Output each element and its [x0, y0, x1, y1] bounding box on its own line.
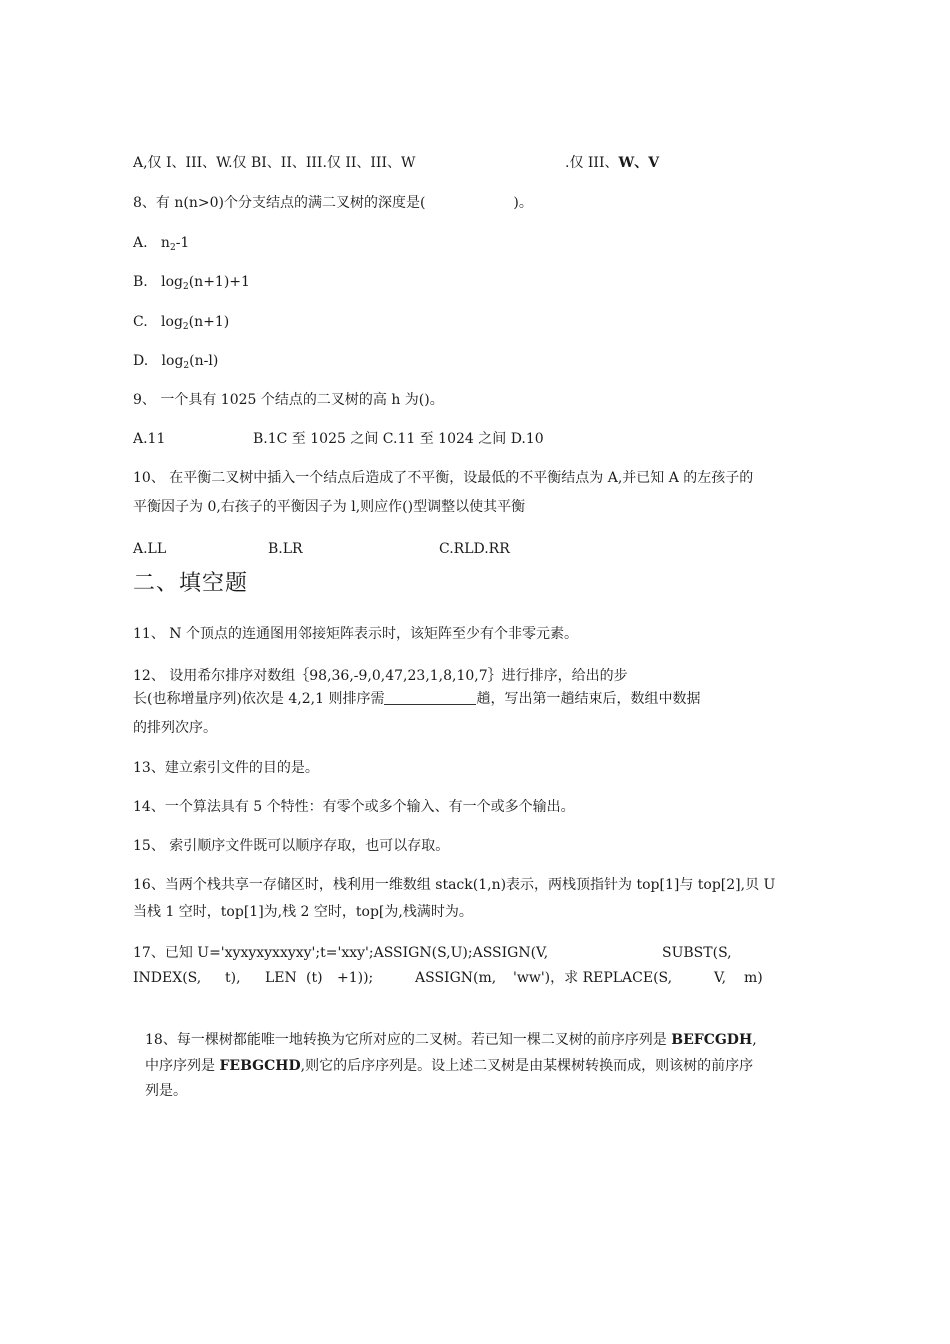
q9-options-rest: B.1C 至 1025 之间 C.11 至 1024 之间 D.10: [253, 431, 544, 447]
q7-options-line: [133, 153, 415, 173]
q17-line-2i: m): [744, 970, 763, 986]
q8-option-c: C. $\log_2(n+1)$: [133, 314, 230, 332]
q17-line-2d: (t): [306, 970, 323, 986]
q9-stem: 9、 一个具有 1025 个结点的二叉树的高 h 为()。: [133, 392, 444, 408]
inorder-sequence: FEBGCHD: [219, 1058, 301, 1074]
q17-line-2b: t),: [225, 970, 241, 986]
q7-options-abc: A,仅 I、III、W.仅 BI、II、III.仅 II、III、W: [133, 155, 416, 171]
q17-line-1a: 17、已知 U='xyxyxyxxyxy';t='xxy';ASSIGN(S,U);ASSIGN(V,: [133, 945, 549, 961]
q10-line-2: 平衡因子为 0,右孩子的平衡因子为 l,则应作()型调整以使其平衡: [133, 499, 526, 515]
q11-text: 11、 N 个顶点的连通图用邻接矩阵表示时，该矩阵至少有个非零元素。: [133, 626, 578, 642]
preorder-sequence: BEFCGDH: [671, 1032, 753, 1048]
q8-option-d: D. $\log_2(n-l)$: [133, 353, 219, 371]
q17-line-2c: LEN: [265, 970, 297, 986]
q8-option-a: A. $n_2-1$: [133, 235, 190, 253]
q9-option-a: A.11: [133, 431, 166, 447]
q8-option-b: B. $\log_2(n+1)+1$: [133, 274, 250, 292]
q12-line-2: 长(也称增量序列)依次是 4,2,1 则排序需 趟，写出第一趟结束后，数组中数据: [133, 691, 701, 707]
q17-line-2f: ASSIGN(m,: [415, 970, 497, 986]
q17-line-2g: 'ww')，求 REPLACE(S,: [513, 970, 673, 986]
q17-line-2h: V,: [714, 970, 727, 986]
q10-line-1: 10、 在平衡二叉树中插入一个结点后造成了不平衡，设最低的不平衡结点为 A,并已知 A 的左孩子的: [133, 470, 754, 486]
q17-line-1b: SUBST(S,: [662, 945, 732, 961]
q12-line-1: 12、 设用希尔排序对数组｛98,36,-9,0,47,23,1,8,10,7｝进行排序，给出的步: [133, 668, 628, 684]
q10-options-cd: C.RLD.RR: [439, 541, 510, 557]
q15-text: 15、 索引顺序文件既可以顺序存取，也可以存取。: [133, 838, 450, 854]
q18-line-2: 中序序列是 FEBGCHD,则它的后序序列是。设上述二叉树是由某棵树转换而成，则该树的前序序: [145, 1058, 754, 1074]
q16-line-1: 16、当两个栈共享一存储区时，栈利用一维数组 stack(1,n)表示，两栈顶指针为 top[1]与 top[2],贝 U: [133, 877, 776, 893]
q17-line-2a: INDEX(S,: [133, 970, 202, 986]
q10-option-b: B.LR: [268, 541, 303, 557]
q7-option-d: .仅 III、W、V: [565, 155, 660, 171]
q17-line-2e: +1));: [337, 970, 374, 986]
q8-stem: 8、有 n(n>0)个分支结点的满二叉树的深度是( )。: [133, 195, 533, 211]
q16-line-2: 当栈 1 空时，top[1]为,栈 2 空时，top[为,栈满时为。: [133, 904, 473, 920]
q14-text: 14、一个算法具有 5 个特性：有零个或多个输入、有一个或多个输出。: [133, 799, 575, 815]
q13-text: 13、建立索引文件的目的是。: [133, 760, 319, 776]
q18-line-1: 18、每一棵树都能唯一地转换为它所对应的二叉树。若已知一棵二叉树的前序序列是 BEFCGDH,: [145, 1032, 757, 1048]
q10-option-a: A.LL: [133, 541, 167, 557]
answer-blank: [384, 690, 476, 705]
q12-line-3: 的排列次序。: [133, 720, 217, 736]
section-title-fill-in: 二、填空题: [133, 571, 249, 596]
q18-line-3: 列是。: [145, 1083, 187, 1099]
